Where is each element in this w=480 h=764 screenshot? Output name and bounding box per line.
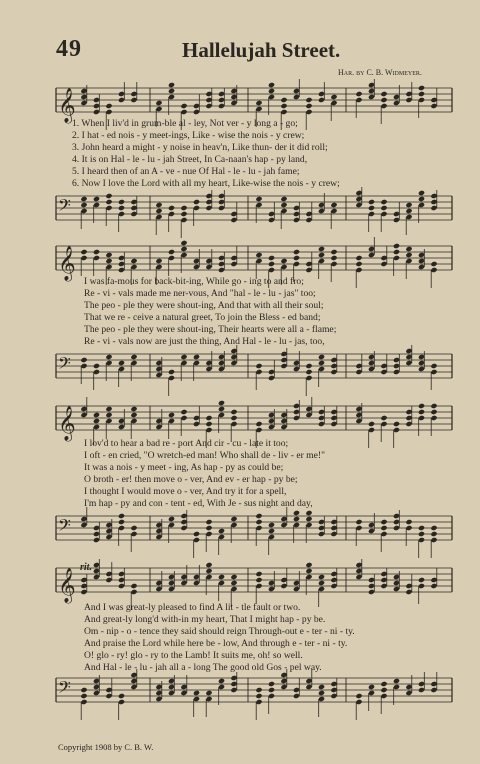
note-head xyxy=(255,252,262,258)
note-head xyxy=(168,369,175,375)
note-head xyxy=(380,91,387,97)
lyric-line: Om - nip - o - tence they said should reign Through-out e - ter - ni - ty. xyxy=(84,626,355,637)
note-head xyxy=(393,243,400,249)
note-head xyxy=(268,681,275,687)
note-head xyxy=(430,409,437,415)
note-head xyxy=(255,577,262,583)
lyric-line: 6. Now I love the Lord with all my heart, Like-wise the nois - y crew; xyxy=(72,178,340,189)
note-head xyxy=(118,205,125,211)
bass-clef-icon: 𝄢 xyxy=(58,195,71,219)
bass-staff-2 xyxy=(0,346,480,390)
note-head xyxy=(418,190,425,196)
note-head xyxy=(355,91,362,97)
lyric-line: That we re - ceive a natural greet, To join the Bless - ed band; xyxy=(84,312,321,323)
note-head xyxy=(293,510,300,516)
treble-clef-icon: 𝄞 xyxy=(58,88,76,123)
note-head xyxy=(355,693,362,699)
note-head xyxy=(105,103,112,109)
bass-staff-3 xyxy=(0,508,480,552)
note-head xyxy=(130,525,137,531)
note-head xyxy=(380,687,387,693)
note-head xyxy=(430,525,437,531)
lyric-line: I oft - en cried, "O wretch-ed man! Who shall de - liv - er me!" xyxy=(84,450,326,461)
note-head xyxy=(305,568,312,574)
note-head xyxy=(268,687,275,693)
lyric-line: And great-ly long'd with-in my heart, That I might hap - py be. xyxy=(84,614,326,625)
lyric-line: And I was great-ly pleased to find A lit - tle fault or two. xyxy=(84,602,301,613)
note-head xyxy=(268,261,275,267)
note-head xyxy=(318,580,325,586)
lyric-line: Re - vi - vals made me ner-vous, And "hal - le - lu - jas" too; xyxy=(84,288,316,299)
note-head xyxy=(205,415,212,421)
note-head xyxy=(180,205,187,211)
note-head xyxy=(380,415,387,421)
note-head xyxy=(405,519,412,525)
note-head xyxy=(318,354,325,360)
note-head xyxy=(293,255,300,261)
treble-clef-icon: 𝄞 xyxy=(58,568,76,603)
note-head xyxy=(93,249,100,255)
note-head xyxy=(180,354,187,360)
note-head xyxy=(318,252,325,258)
lyric-line: I'm hap - py and con - tent - ed, With Je - sus night and day, xyxy=(84,498,313,509)
note-head xyxy=(105,193,112,199)
note-head xyxy=(318,360,325,366)
lyric-line: 5. I heard then of an A - ve - nue Of Hal - le - lu - jah fame; xyxy=(72,166,300,177)
lyric-line: 2. I hat - ed nois - y meet-ings, Like - wise the nois - y crew; xyxy=(72,130,305,141)
note-head xyxy=(205,519,212,525)
note-head xyxy=(418,85,425,91)
note-head xyxy=(430,403,437,409)
note-head xyxy=(218,406,225,412)
note-head xyxy=(318,246,325,252)
note-head xyxy=(168,412,175,418)
note-head xyxy=(105,412,112,418)
note-head xyxy=(305,103,312,109)
note-head xyxy=(80,693,87,699)
note-head xyxy=(280,97,287,103)
treble-clef-icon: 𝄞 xyxy=(58,246,76,281)
note-head xyxy=(268,255,275,261)
note-head xyxy=(168,205,175,211)
lyric-line: And praise the Lord while here be - low, And through e - ter - ni - ty. xyxy=(84,638,348,649)
lyric-line: 1. When I liv'd in grum-ble al - ley, Not ver - y long a - go; xyxy=(72,118,298,129)
note-head xyxy=(305,562,312,568)
note-head xyxy=(230,409,237,415)
note-head xyxy=(105,258,112,264)
note-head xyxy=(305,363,312,369)
note-head xyxy=(180,409,187,415)
note-head xyxy=(268,528,275,534)
note-head xyxy=(205,525,212,531)
note-head xyxy=(105,252,112,258)
note-head xyxy=(218,678,225,684)
note-head xyxy=(280,196,287,202)
note-head xyxy=(130,406,137,412)
treble-staff-4 xyxy=(0,560,480,604)
note-head xyxy=(268,522,275,528)
bass-clef-icon: 𝄢 xyxy=(58,515,71,539)
note-head xyxy=(355,255,362,261)
note-head xyxy=(80,249,87,255)
note-head xyxy=(255,363,262,369)
note-head xyxy=(118,519,125,525)
note-head xyxy=(168,88,175,94)
note-head xyxy=(380,199,387,205)
note-head xyxy=(130,354,137,360)
harmony-credit: Har. by C. B. Widmeyer. xyxy=(338,68,422,77)
note-head xyxy=(330,249,337,255)
verse-block-1 xyxy=(72,118,340,190)
note-head xyxy=(193,531,200,537)
note-head xyxy=(180,103,187,109)
note-head xyxy=(118,693,125,699)
lyric-line: I thought I would move o - ver, And try it for a spell, xyxy=(84,486,287,497)
note-head xyxy=(193,690,200,696)
note-head xyxy=(318,574,325,580)
note-head xyxy=(155,208,162,214)
note-head xyxy=(168,516,175,522)
verse-block-2 xyxy=(84,276,336,348)
note-head xyxy=(418,577,425,583)
note-head xyxy=(230,415,237,421)
note-head xyxy=(218,574,225,580)
note-head xyxy=(255,571,262,577)
note-head xyxy=(355,261,362,267)
note-head xyxy=(268,88,275,94)
note-head xyxy=(305,97,312,103)
note-head xyxy=(255,196,262,202)
note-head xyxy=(305,516,312,522)
note-head xyxy=(193,199,200,205)
note-head xyxy=(118,199,125,205)
note-head xyxy=(380,97,387,103)
note-head xyxy=(193,354,200,360)
note-head xyxy=(255,693,262,699)
note-head xyxy=(368,421,375,427)
note-head xyxy=(255,100,262,106)
note-head xyxy=(418,531,425,537)
note-head xyxy=(280,258,287,264)
note-head xyxy=(118,513,125,519)
note-head xyxy=(205,562,212,568)
note-head xyxy=(405,208,412,214)
note-head xyxy=(80,357,87,363)
note-head xyxy=(418,91,425,97)
note-head xyxy=(293,516,300,522)
note-head xyxy=(368,684,375,690)
note-head xyxy=(318,684,325,690)
note-head xyxy=(218,400,225,406)
note-head xyxy=(80,202,87,208)
treble-clef-icon: 𝄞 xyxy=(58,406,76,441)
note-head xyxy=(93,412,100,418)
note-head xyxy=(330,94,337,100)
note-head xyxy=(230,516,237,522)
note-head xyxy=(293,249,300,255)
lyric-line: 4. It is on Hal - le - lu - jah Street, In Ca-naan's hap - py land, xyxy=(72,154,308,165)
note-head xyxy=(280,202,287,208)
note-head xyxy=(380,681,387,687)
note-head xyxy=(405,202,412,208)
verse-block-3 xyxy=(84,438,325,510)
bass-clef-icon: 𝄢 xyxy=(58,677,71,701)
lyric-line: The peo - ple they were shout-ing, Their hearts were all a - flame; xyxy=(84,324,337,335)
note-head xyxy=(355,519,362,525)
note-head xyxy=(130,412,137,418)
note-head xyxy=(268,82,275,88)
note-head xyxy=(405,246,412,252)
note-head xyxy=(218,528,225,534)
note-head xyxy=(105,199,112,205)
note-head xyxy=(130,258,137,264)
lyric-line: The peo - ple they were shout-ing, And that with all their soul; xyxy=(84,300,324,311)
note-head xyxy=(380,205,387,211)
note-head xyxy=(418,409,425,415)
note-head xyxy=(130,583,137,589)
lyric-line: I lov'd to hear a bad re - port And cir - cu - late it too; xyxy=(84,438,289,449)
note-head xyxy=(393,249,400,255)
note-head xyxy=(93,363,100,369)
note-head xyxy=(180,211,187,217)
note-head xyxy=(168,82,175,88)
note-head xyxy=(155,100,162,106)
note-head xyxy=(393,678,400,684)
note-head xyxy=(305,369,312,375)
note-head xyxy=(80,687,87,693)
note-head xyxy=(80,196,87,202)
hymn-number: 49 xyxy=(56,36,82,62)
note-head xyxy=(205,421,212,427)
lyric-line: 3. John heard a might - y noise in heav'n, Like thun- der it did roll; xyxy=(72,142,328,153)
note-head xyxy=(393,421,400,427)
copyright-notice: Copyright 1908 by C. B. W. xyxy=(58,742,154,752)
note-head xyxy=(118,360,125,366)
note-head xyxy=(368,199,375,205)
note-head xyxy=(368,205,375,211)
note-head xyxy=(430,363,437,369)
note-head xyxy=(380,519,387,525)
bass-clef-icon: 𝄢 xyxy=(58,353,71,377)
note-head xyxy=(418,525,425,531)
note-head xyxy=(155,202,162,208)
lyric-line: Re - vi - vals now are just the thing, And Hal - le - lu - jas, too, xyxy=(84,336,325,347)
note-head xyxy=(180,240,187,246)
note-head xyxy=(105,354,112,360)
note-head xyxy=(230,574,237,580)
note-head xyxy=(418,196,425,202)
note-head xyxy=(405,252,412,258)
note-head xyxy=(180,246,187,252)
note-head xyxy=(105,406,112,412)
note-head xyxy=(330,202,337,208)
note-head xyxy=(280,103,287,109)
lyric-line: O! glo - ry! glo - ry to the Lamb! It suits me, oh! so well. xyxy=(84,650,303,661)
note-head xyxy=(318,690,325,696)
hymn-title: Hallelujah Street. xyxy=(182,38,341,62)
note-head xyxy=(155,258,162,264)
bass-staff-4 xyxy=(0,670,480,714)
note-head xyxy=(93,418,100,424)
lyric-line: O broth - er! then move o - ver, And ev - er hap - py be; xyxy=(84,474,298,485)
note-head xyxy=(230,580,237,586)
verse-block-4 xyxy=(84,602,355,674)
lyric-line: It was a nois - y meet - ing, As hap - py as could be; xyxy=(84,462,284,473)
note-head xyxy=(418,403,425,409)
note-head xyxy=(330,255,337,261)
note-head xyxy=(168,249,175,255)
treble-staff-3 xyxy=(0,398,480,442)
bass-staff-1 xyxy=(0,188,480,232)
note-head xyxy=(93,196,100,202)
note-head xyxy=(205,568,212,574)
note-head xyxy=(305,510,312,516)
lyric-line: And Hal - le - lu - jah all a - long The good old Gos - pel way. xyxy=(84,662,322,673)
tempo-mark-rit: rit. xyxy=(80,562,92,573)
note-head xyxy=(430,261,437,267)
note-head xyxy=(255,687,262,693)
note-head xyxy=(430,531,437,537)
note-head xyxy=(380,525,387,531)
note-head xyxy=(255,421,262,427)
note-head xyxy=(205,690,212,696)
note-head xyxy=(255,513,262,519)
note-head xyxy=(255,519,262,525)
lyric-line: I was fa-mous for back-bit-ing, While go - ing to and fro; xyxy=(84,276,304,287)
